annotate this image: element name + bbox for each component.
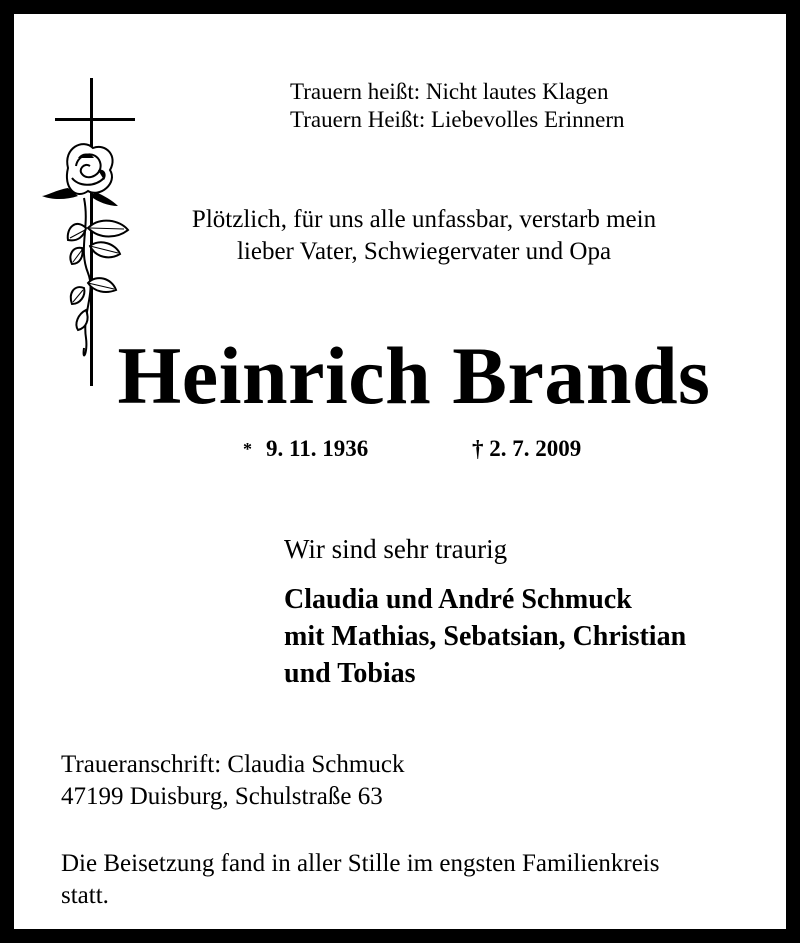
motto	[290, 78, 624, 134]
motto-line-1: Trauern heißt: Nicht lautes Klagen	[290, 79, 609, 104]
motto-line-2: Trauern Heißt: Liebevolles Erinnern	[290, 107, 625, 132]
death-dagger-icon: †	[472, 436, 484, 461]
address-line-1: Traueranschrift: Claudia Schmuck	[61, 751, 405, 778]
mourners-list	[284, 581, 686, 692]
funeral-line-2: statt.	[61, 882, 109, 909]
mourning-address	[61, 749, 404, 813]
death-date: 2. 7. 2009	[489, 436, 582, 461]
intro-line-1: Plötzlich, für uns alle unfassbar, verstarb mein	[191, 206, 657, 233]
mourning-sentence: Wir sind sehr traurig	[284, 534, 508, 564]
mourners-line-2: mit Mathias, Sebatsian, Christian	[284, 621, 687, 652]
mourners-line-3: und Tobias	[284, 658, 416, 689]
birth-date: 9. 11. 1936	[266, 436, 369, 461]
mourners-line-1: Claudia und André Schmuck	[284, 584, 632, 615]
birth-star-icon: *	[243, 439, 252, 459]
deceased-name: Heinrich Brands	[117, 330, 711, 421]
death-date-line	[472, 434, 581, 464]
funeral-note	[61, 848, 659, 912]
birth-date-line	[243, 434, 368, 464]
address-line-2: 47199 Duisburg, Schulstraße 63	[61, 783, 383, 810]
intro-text	[134, 204, 714, 268]
funeral-line-1: Die Beisetzung fand in aller Stille im engsten Familienkreis	[61, 850, 660, 877]
intro-line-2: lieber Vater, Schwiegervater und Opa	[236, 238, 612, 265]
